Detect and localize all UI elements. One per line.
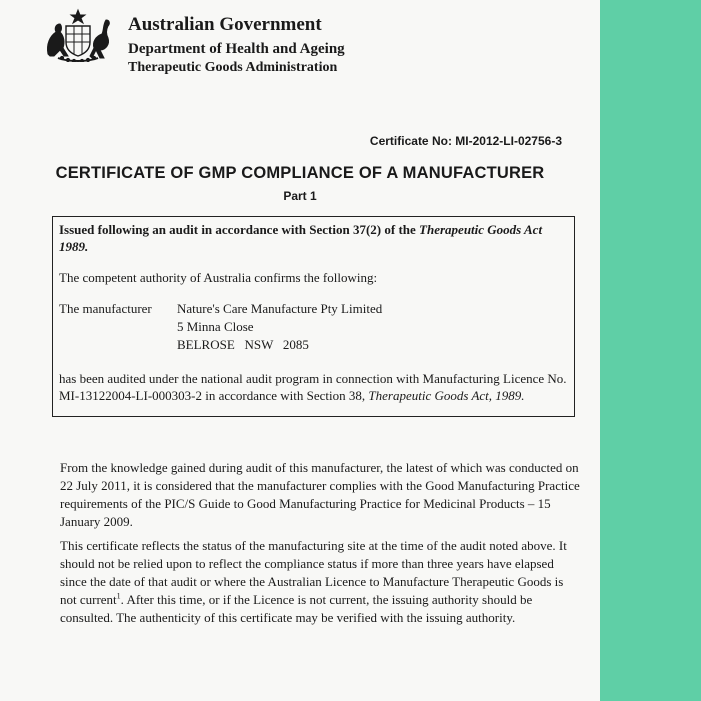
department-name: Department of Health and Ageing — [128, 41, 345, 57]
government-name: Australian Government — [128, 14, 322, 35]
audited-text: has been audited under the national audit program in connection with Manufacturing Licence No. MI-13122004-LI-000303-2 in accordance with Section 38, — [59, 371, 567, 403]
audited-act: Therapeutic Goods Act, 1989. — [368, 388, 525, 403]
confirms-statement: The competent authority of Australia confirms the following: — [59, 270, 378, 285]
compliance-paragraph: From the knowledge gained during audit of this manufacturer, the latest of which was conducted on 22 July 2011, it is considered that the manufacturer complies with the Good Manufacturing Practice requirements of the PIC/S Guide to Good Manufacturing Practice for Medicinal Products – 15 January 2009. — [60, 460, 580, 529]
audited-statement — [59, 370, 568, 404]
validity-text-a: This certificate reflects the status of the manufacturing site at the time of the audit noted above. It should not be relied upon to reflect the compliance status if more than three years have elapsed since the date of that audit or where the Australian Licence to Manufacture Therapeutic Goods is not current — [60, 538, 567, 607]
validity-paragraph — [60, 537, 580, 627]
manufacturer-block — [59, 300, 568, 354]
issued-statement — [59, 221, 568, 255]
manufacturer-locality: BELROSE NSW 2085 — [177, 337, 309, 352]
footnote-marker: 1 — [116, 591, 121, 601]
certificate-number: Certificate No: MI-2012-LI-02756-3 — [369, 134, 562, 148]
issued-act: Therapeutic Goods Act 1989. — [59, 222, 543, 254]
manufacturer-street: 5 Minna Close — [177, 319, 254, 334]
certificate-title: CERTIFICATE OF GMP COMPLIANCE OF A MANUFACTURER — [55, 164, 545, 182]
manufacturer-name: Nature's Care Manufacture Pty Limited — [177, 301, 383, 316]
issued-text: Issued following an audit in accordance with Section 37(2) of the — [59, 222, 420, 237]
manufacturer-address — [177, 300, 382, 354]
green-side-band — [600, 0, 701, 701]
agency-name: Therapeutic Goods Administration — [128, 60, 338, 75]
manufacturer-label: The manufacturer — [59, 301, 152, 316]
audit-details-box — [52, 216, 575, 417]
government-header — [128, 14, 345, 77]
certificate-part: Part 1 — [283, 189, 317, 203]
validity-text-b: . After this time, or if the Licence is not current, the issuing authority should be consulted. The authenticity of this certificate may be verified with the issuing authority. — [60, 592, 533, 625]
coat-of-arms-icon — [38, 8, 118, 62]
